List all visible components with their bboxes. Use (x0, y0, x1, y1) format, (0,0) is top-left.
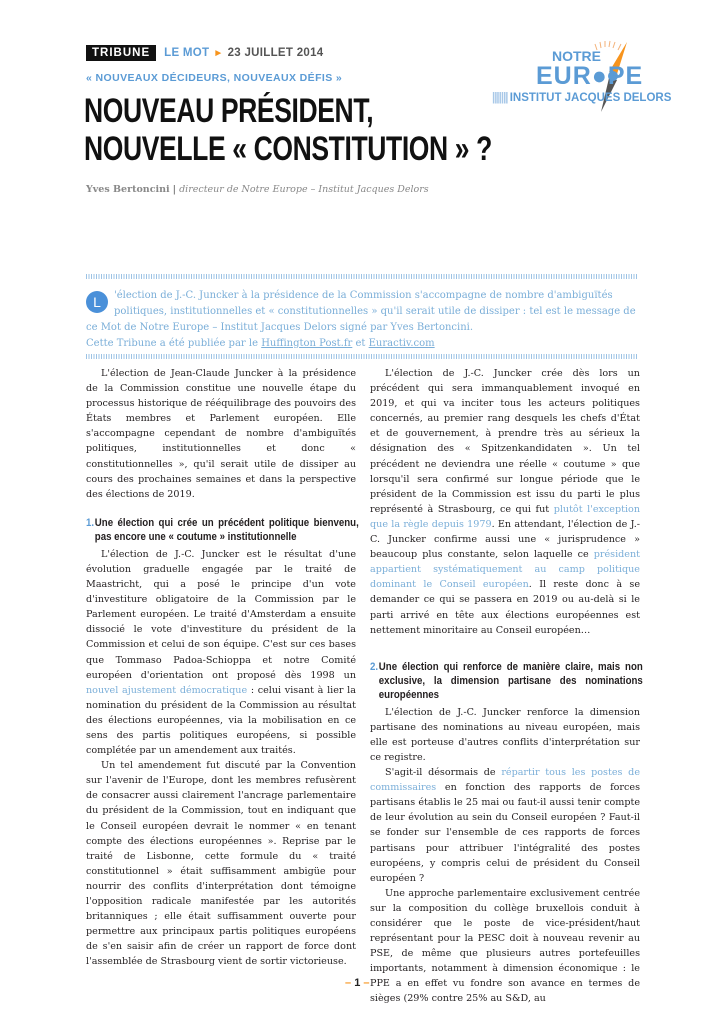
publication-date: 23 JUILLET 2014 (227, 47, 324, 59)
dropcap-icon: L (86, 291, 108, 313)
huffington-post-link[interactable]: Huffington Post.fr (261, 338, 353, 349)
right-column (370, 366, 643, 1007)
published-mid: et (352, 338, 369, 349)
section-2-paragraph-2 (370, 765, 640, 886)
page-number (345, 977, 370, 989)
section-2-paragraph-3: Une approche parlementaire exclusivement centrée sur la composition du collège bruxellois conduit à considérer que le poste de vice-président/haut représentant pour la PESC doit à nouveau revenir au PSE, de même que plusieurs autres portefeuilles importants, notamment à dimension économique : le PPE a en effet vu fondre son avance en termes de sièges (29% contre 25% au S&D, au (370, 887, 640, 1005)
text: : celui visant à lier la nomination du président de la Commission au résultat des élections européennes, via la mobilisation en ce sens des partis politiques européens, si possible complétée par un amendement aux traités. (86, 684, 356, 757)
section-1-paragraph-1 (86, 547, 356, 758)
abstract-text: 'élection de J.-C. Juncker à la présidence de la Commission s'accompagne de nombre d'ambiguïtés politiques, institutionnelles et « constitutionnelles » qu'il serait utile de dissiper : tel est le message de ce Mot de Notre Europe – Institut Jacques Delors signé par Yves Bertoncini. (86, 290, 636, 333)
abstract (86, 288, 638, 352)
tribune-badge: TRIBUNE (86, 45, 156, 61)
logo-notre: NOTRE (552, 48, 601, 64)
repartir-postes-link[interactable]: répartir tous les postes de commissaires (370, 767, 640, 794)
text: en fonction des rapports de forces partisans établis le 25 mai ou faut-il aussi tenir compte de leur évolution au sein du Conseil européen ? Faut-il se fonder sur l'ensemble de ces rapports de forces partisans pour attribuer l'intégralité des postes européens, y compris celui de président du Conseil européen ? (370, 782, 640, 884)
notre-europe-logo (492, 38, 692, 114)
page-title (84, 92, 492, 168)
divider-top (86, 274, 638, 279)
kicker: « NOUVEAUX DÉCIDEURS, NOUVEAUX DÉFIS » (86, 72, 343, 84)
left-column (86, 366, 359, 969)
euractiv-link[interactable]: Euractiv.com (368, 338, 435, 349)
logo-europe: EUR●PE (536, 62, 644, 90)
nouvel-ajustement-link[interactable]: nouvel ajustement démocratique (86, 684, 248, 696)
logo-bars: ||||||| (492, 92, 510, 104)
section-1-paragraph-2: Un tel amendement fut discuté par la Convention sur l'avenir de l'Europe, dont les membres refusèrent de consacrer aussi clairement l'ancrage parlementaire du président de la Commission, tout en indiquant que le Conseil européen devrait le nommer « en tenant compte des élections européennes ». Reprise par le traité de Lisbonne, cette formule du « traité constitutionnel » était suffisamment ambigüe pour nourrir des conflits d'interprétation dont témoigne l'opposition radicale manifestée par les autorités britanniques ; elle était suffisamment ouverte pour permettre aux principaux partis politiques européens de s'en saisir afin de créer un rapport de force dont l'assemblée de Strasbourg vient de sortir victorieuse. (86, 760, 356, 968)
header-line (86, 45, 323, 61)
series-label: LE MOT (164, 47, 210, 59)
dash-right: – (363, 977, 370, 989)
section-1-heading (86, 516, 359, 544)
text: S'agit-il désormais de (385, 767, 502, 779)
intro-paragraph: L'élection de Jean-Claude Juncker à la présidence de la Commission constitue une nouvelle étape du processus historique de rééquilibrage des pouvoirs des États membres et Parlement européen. Elle s'accompagne cependant de nombre d'ambiguïtés politiques, institutionnelles et donc « constitutionnelles », qu'il serait utile de dissiper au cours des prochaines semaines et dans la perspective des élections de 2019. (86, 368, 356, 500)
published-prefix: Cette Tribune a été publiée par le (86, 338, 262, 349)
text: L'élection de J.-C. Juncker est le résultat d'une évolution graduelle engagée par le traité de Maastricht, qui a posé le principe d'un vote d'investiture obligatoire de la Commission par le Parlement européen. Le traité d'Amsterdam a ensuite dissocié le vote d'investiture du président de la Commission et celui de son équipe. C'est sur ces bases que Tommaso Padoa-Schioppa et notre Comité européen d'orientation ont proposé dès 1998 un (86, 548, 356, 681)
arrow-icon: ► (213, 47, 224, 59)
divider-bottom (86, 354, 638, 359)
logo-institut-text: INSTITUT JACQUES DELORS (509, 92, 672, 104)
text: . Il reste donc à se demander ce qui se passera en 2019 ou au-delà si le parti arrivé en tête aux élections européennes est nettement minoritaire au Conseil européen… (370, 579, 640, 636)
camp-politique-link[interactable]: président appartient systématiquement au camp politique dominant le Conseil européen (370, 549, 640, 591)
text: L'élection de J.-C. Juncker crée dès lors un précédent qui sera immanquablement invoqué en 2019, et qui va inciter tous les acteurs politiques concernés, au premier rang desquels les chefs d'État et de gouvernement, à prendre très au sérieux la désignation des « Spitzenkandidaten ». Un tel précédent ne deviendra une réelle « coutume » que lorsqu'il sera confirmé sur longue période que le président de la Commission est issu du parti le plus représenté à Strasbourg, ce qui fut (370, 368, 640, 515)
text: . En attendant, l'élection de J.-C. Juncker confirme aussi une « jurisprudence » beaucoup plus constante, selon laquelle ce (370, 518, 640, 561)
logo-institut (492, 92, 671, 104)
section-2-heading (370, 660, 643, 702)
section-1-number: 1. (86, 516, 95, 529)
section-2-title: Une élection qui renforce de manière claire, mais non exclusive, la dimension partisane des nominations européennes (378, 660, 643, 701)
section-2-number: 2. (370, 660, 379, 673)
title-line-2: NOUVELLE « CONSTITUTION » ? (84, 130, 492, 168)
section-2-paragraph-1: L'élection de J.-C. Juncker renforce la dimension partisane des nominations au niveau européen, mais elle est porteuse d'autres conflits d'interprétation sur ce registre. (370, 706, 640, 763)
page-number-value: 1 (354, 977, 361, 989)
dash-left: – (345, 977, 352, 989)
title-line-1: NOUVEAU PRÉSIDENT, (84, 92, 374, 130)
byline (86, 184, 429, 195)
exception-regle-link[interactable]: plutôt l'exception que la règle depuis 1979 (370, 503, 640, 530)
section-1-paragraph-3 (370, 366, 640, 638)
section-1-title: Une élection qui crée un précédent politique bienvenu, pas encore une « coutume » institutionnelle (94, 516, 359, 543)
byline-separator: | (172, 184, 177, 195)
author-name: Yves Bertoncini (86, 184, 170, 195)
author-role: directeur de Notre Europe – Institut Jacques Delors (179, 184, 429, 195)
